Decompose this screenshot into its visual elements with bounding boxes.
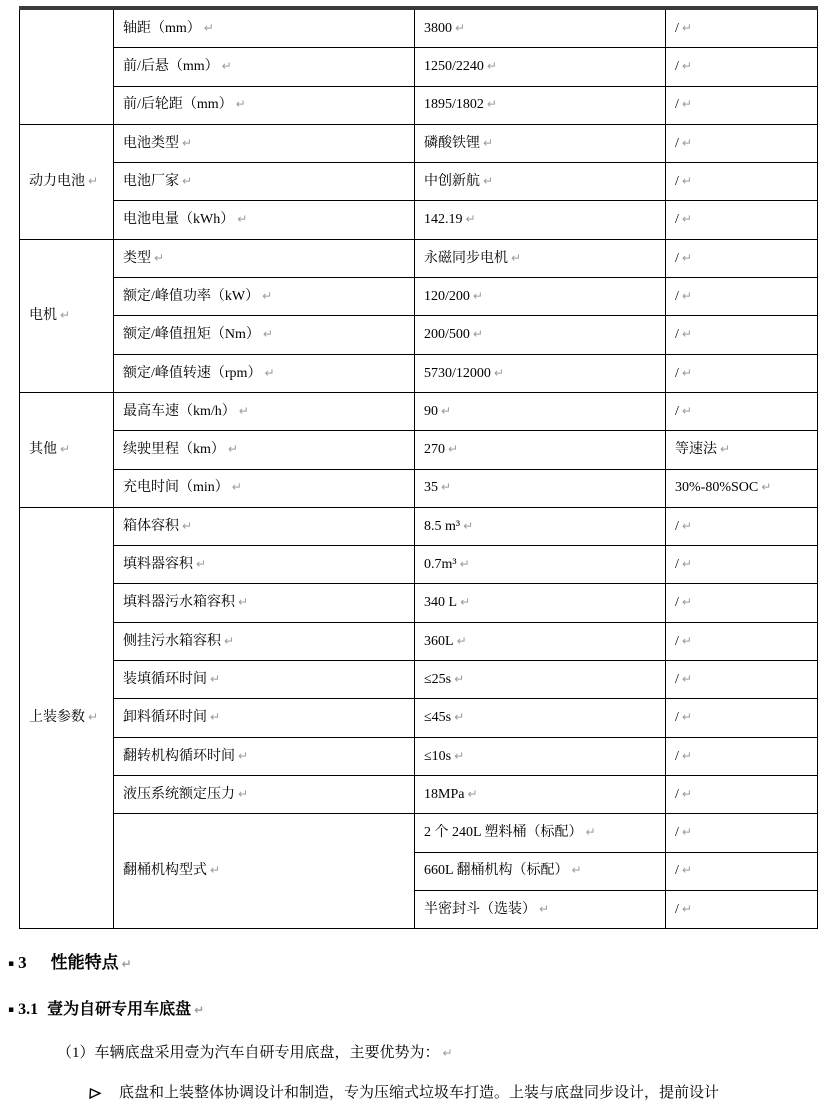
value-cell: 35 ↵ xyxy=(415,469,666,507)
note-cell: / ↵ xyxy=(666,201,818,239)
paragraph-mark: ↵ xyxy=(238,595,249,610)
paragraph-mark: ↵ xyxy=(681,825,692,840)
paragraph-mark: ↵ xyxy=(441,480,452,495)
paragraph-mark: ↵ xyxy=(237,212,248,227)
note-cell: / ↵ xyxy=(666,546,818,584)
paragraph-mark: ↵ xyxy=(681,518,692,533)
paragraph-mark: ↵ xyxy=(681,365,692,380)
param-cell: 电池类型 ↵ xyxy=(114,124,415,162)
paragraph-mark: ↵ xyxy=(472,327,483,342)
note-cell: / ↵ xyxy=(666,354,818,392)
paragraph-mark: ↵ xyxy=(681,174,692,189)
value-cell: 5730/12000 ↵ xyxy=(415,354,666,392)
paragraph-mark: ↵ xyxy=(121,957,132,972)
paragraph-mark: ↵ xyxy=(459,557,470,572)
paragraph-mark: ↵ xyxy=(60,308,71,323)
paragraph-mark: ↵ xyxy=(681,633,692,648)
paragraph-mark: ↵ xyxy=(681,288,692,303)
paragraph-mark: ↵ xyxy=(442,1046,453,1061)
paragraph-mark: ↵ xyxy=(182,518,193,533)
value-cell: 270 ↵ xyxy=(415,431,666,469)
paragraph-mark: ↵ xyxy=(262,288,273,303)
param-cell: 额定/峰值扭矩（Nm） ↵ xyxy=(114,316,415,354)
paragraph-mark: ↵ xyxy=(720,442,731,457)
heading-number: 3.1 xyxy=(18,1001,39,1019)
heading-number: 3 xyxy=(18,953,27,973)
note-cell: / ↵ xyxy=(666,278,818,316)
section-heading-3-1 xyxy=(8,996,835,1019)
param-cell: 最高车速（km/h） ↵ xyxy=(114,392,415,430)
paragraph-mark: ↵ xyxy=(196,557,207,572)
param-cell: 类型 ↵ xyxy=(114,239,415,277)
value-cell: 90 ↵ xyxy=(415,392,666,430)
paragraph-mark: ↵ xyxy=(681,557,692,572)
param-cell: 翻桶机构型式 ↵ xyxy=(114,814,415,929)
param-cell: 电池电量（kWh） ↵ xyxy=(114,201,415,239)
paragraph-mark: ↵ xyxy=(454,710,465,725)
note-cell: 30%-80%SOC ↵ xyxy=(666,469,818,507)
paragraph-mark: ↵ xyxy=(182,174,193,189)
paragraph-mark: ↵ xyxy=(182,135,193,150)
param-cell: 填料器污水箱容积 ↵ xyxy=(114,584,415,622)
paragraph-mark: ↵ xyxy=(262,327,273,342)
category-cell: 其他 ↵ xyxy=(20,392,114,507)
param-cell: 液压系统额定压力 ↵ xyxy=(114,775,415,813)
value-cell: 142.19 ↵ xyxy=(415,201,666,239)
param-cell: 装填循环时间 ↵ xyxy=(114,661,415,699)
paragraph-mark: ↵ xyxy=(210,863,221,878)
value-cell: 2 个 240L 塑料桶（标配） ↵ xyxy=(415,814,666,852)
paragraph-mark: ↵ xyxy=(483,135,494,150)
paragraph-mark: ↵ xyxy=(194,1003,205,1018)
value-cell: 永磁同步电机 ↵ xyxy=(415,239,666,277)
paragraph-mark: ↵ xyxy=(571,863,582,878)
paragraph-mark: ↵ xyxy=(231,480,242,495)
category-cell xyxy=(20,8,114,124)
paragraph-mark: ↵ xyxy=(681,671,692,686)
value-cell: ≤25s ↵ xyxy=(415,661,666,699)
paragraph-mark: ↵ xyxy=(238,403,249,418)
note-cell: / ↵ xyxy=(666,8,818,48)
heading-title: 性能特点 xyxy=(50,953,119,973)
note-cell: / ↵ xyxy=(666,163,818,201)
paragraph-mark: ↵ xyxy=(238,748,249,763)
bullet-text: 底盘和上装整体协调设计和制造，专为压缩式垃圾车打造。上装与底盘同步设计，提前设计 xyxy=(119,1085,720,1102)
value-cell: 磷酸铁锂 ↵ xyxy=(415,124,666,162)
note-cell: / ↵ xyxy=(666,239,818,277)
paragraph-mark: ↵ xyxy=(264,365,275,380)
value-cell: ≤10s ↵ xyxy=(415,737,666,775)
note-cell: / ↵ xyxy=(666,737,818,775)
paragraph-mark: ↵ xyxy=(441,403,452,418)
spec-table xyxy=(19,6,818,929)
value-cell: 中创新航 ↵ xyxy=(415,163,666,201)
paragraph-mark: ↵ xyxy=(681,710,692,725)
paragraph-mark: ↵ xyxy=(681,748,692,763)
param-cell: 额定/峰值转速（rpm） ↵ xyxy=(114,354,415,392)
paragraph-1: （1）车辆底盘采用壹为汽车自研专用底盘，主要优势为： ↵ xyxy=(57,1045,453,1062)
param-cell: 卸料循环时间 ↵ xyxy=(114,699,415,737)
value-cell: 1895/1802 ↵ xyxy=(415,86,666,124)
value-cell: ≤45s ↵ xyxy=(415,699,666,737)
paragraph-mark: ↵ xyxy=(681,595,692,610)
paragraph-mark: ↵ xyxy=(511,250,522,265)
paragraph-mark: ↵ xyxy=(227,442,238,457)
value-cell: 1250/2240 ↵ xyxy=(415,48,666,86)
paragraph-mark: ↵ xyxy=(681,786,692,801)
value-cell: 360L ↵ xyxy=(415,622,666,660)
paragraph-mark: ↵ xyxy=(154,250,165,265)
paragraph-mark: ↵ xyxy=(681,135,692,150)
paragraph-mark: ↵ xyxy=(60,442,71,457)
paragraph-mark: ↵ xyxy=(465,212,476,227)
bullet-item xyxy=(88,1084,835,1107)
paragraph-mark: ↵ xyxy=(455,20,466,35)
paragraph-mark: ↵ xyxy=(681,327,692,342)
paragraph-mark: ↵ xyxy=(681,901,692,916)
param-cell: 填料器容积 ↵ xyxy=(114,546,415,584)
value-cell: 340 L ↵ xyxy=(415,584,666,622)
value-cell: 660L 翻桶机构（标配） ↵ xyxy=(415,852,666,890)
note-cell: / ↵ xyxy=(666,814,818,852)
note-cell: / ↵ xyxy=(666,392,818,430)
paragraph-mark: ↵ xyxy=(454,748,465,763)
value-cell: 200/500 ↵ xyxy=(415,316,666,354)
paragraph-mark: ↵ xyxy=(486,59,497,74)
param-cell: 前/后悬（mm） ↵ xyxy=(114,48,415,86)
param-cell: 充电时间（min） ↵ xyxy=(114,469,415,507)
note-cell: / ↵ xyxy=(666,316,818,354)
note-cell: / ↵ xyxy=(666,124,818,162)
paragraph-mark: ↵ xyxy=(681,59,692,74)
paragraph-mark: ↵ xyxy=(88,174,99,189)
paragraph-mark: ↵ xyxy=(235,97,246,112)
param-cell: 额定/峰值功率（kW） ↵ xyxy=(114,278,415,316)
paragraph-mark: ↵ xyxy=(460,595,471,610)
param-cell: 续驶里程（km） ↵ xyxy=(114,431,415,469)
heading-mark-icon: ▪ xyxy=(8,1005,15,1016)
paragraph-mark: ↵ xyxy=(472,288,483,303)
note-cell: / ↵ xyxy=(666,775,818,813)
param-cell: 轴距（mm） ↵ xyxy=(114,8,415,48)
paragraph-mark: ↵ xyxy=(238,786,249,801)
note-cell: / ↵ xyxy=(666,699,818,737)
paragraph-mark: ↵ xyxy=(88,710,99,725)
paragraph-mark: ↵ xyxy=(221,59,232,74)
paragraph-mark: ↵ xyxy=(539,901,550,916)
param-cell: 前/后轮距（mm） ↵ xyxy=(114,86,415,124)
section-heading-3 xyxy=(8,948,835,973)
value-cell: 120/200 ↵ xyxy=(415,278,666,316)
note-cell: / ↵ xyxy=(666,890,818,928)
paragraph-mark: ↵ xyxy=(681,863,692,878)
paragraph-mark: ↵ xyxy=(681,250,692,265)
paragraph-mark: ↵ xyxy=(463,518,474,533)
category-cell: 动力电池 ↵ xyxy=(20,124,114,239)
paragraph-mark: ↵ xyxy=(585,825,596,840)
value-cell: 18MPa ↵ xyxy=(415,775,666,813)
note-cell: / ↵ xyxy=(666,86,818,124)
param-cell: 侧挂污水箱容积 ↵ xyxy=(114,622,415,660)
note-cell: / ↵ xyxy=(666,661,818,699)
value-cell: 半密封斗（选装） ↵ xyxy=(415,890,666,928)
value-cell: 3800 ↵ xyxy=(415,8,666,48)
paragraph-mark: ↵ xyxy=(210,671,221,686)
paragraph-mark: ↵ xyxy=(456,633,467,648)
value-cell: 8.5 m³ ↵ xyxy=(415,507,666,545)
category-cell: 上装参数 ↵ xyxy=(20,507,114,928)
paragraph-mark: ↵ xyxy=(448,442,459,457)
document-page xyxy=(0,6,835,1102)
note-cell: / ↵ xyxy=(666,507,818,545)
paragraph-mark: ↵ xyxy=(681,97,692,112)
heading-title: 壹为自研专用车底盘 xyxy=(47,1001,192,1019)
param-cell: 电池厂家 ↵ xyxy=(114,163,415,201)
param-cell: 翻转机构循环时间 ↵ xyxy=(114,737,415,775)
note-cell: / ↵ xyxy=(666,852,818,890)
note-cell: 等速法 ↵ xyxy=(666,431,818,469)
paragraph-mark: ↵ xyxy=(493,365,504,380)
paragraph-mark: ↵ xyxy=(761,480,772,495)
heading-mark-icon: ▪ xyxy=(8,959,15,970)
paragraph-mark: ↵ xyxy=(467,786,478,801)
paragraph-mark: ↵ xyxy=(210,710,221,725)
paragraph-mark: ↵ xyxy=(203,20,214,35)
category-cell: 电机 ↵ xyxy=(20,239,114,392)
paragraph-mark: ↵ xyxy=(681,212,692,227)
paragraph-mark: ↵ xyxy=(483,174,494,189)
arrow-bullet-icon xyxy=(88,1087,102,1107)
note-cell: / ↵ xyxy=(666,622,818,660)
param-cell: 箱体容积 ↵ xyxy=(114,507,415,545)
paragraph-mark: ↵ xyxy=(681,20,692,35)
paragraph-mark: ↵ xyxy=(224,633,235,648)
note-cell: / ↵ xyxy=(666,48,818,86)
paragraph-mark: ↵ xyxy=(486,97,497,112)
note-cell: / ↵ xyxy=(666,584,818,622)
paragraph-mark: ↵ xyxy=(454,671,465,686)
paragraph-mark: ↵ xyxy=(681,403,692,418)
value-cell: 0.7m³ ↵ xyxy=(415,546,666,584)
